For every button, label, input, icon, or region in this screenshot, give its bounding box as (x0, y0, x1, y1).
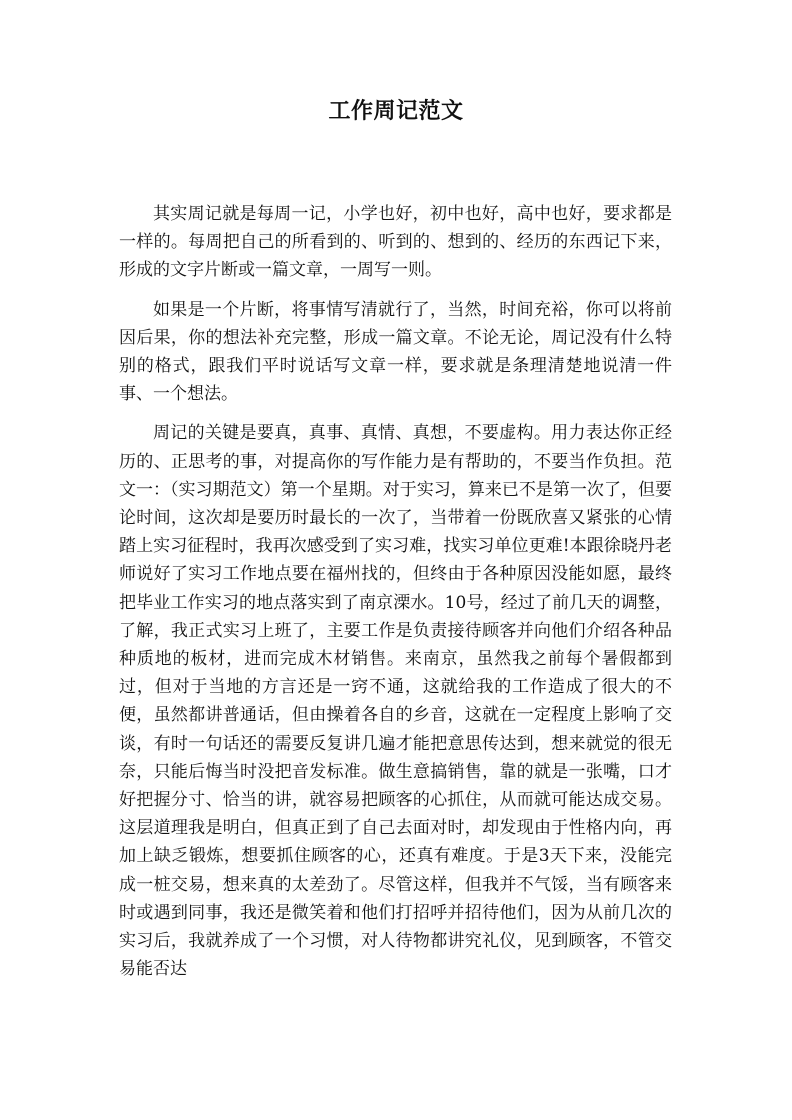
paragraph-3: 周记的关键是要真，真事、真情、真想，不要虚构。用力表达你正经历的、正思考的事，对提高你的写作能力是有帮助的，不要当作负担。范文一：（实习期范文）第一个星期。对于实习，算来已不是第一次了，但要论时间，这次却是要历时最长的一次了，当带着一份既欣喜又紧张的心情踏上实习征程时，我再次感受到了实习难，找实习单位更难!本跟徐晓丹老师说好了实习工作地点要在福州找的，但终由于各种原因没能如愿，最终把毕业工作实习的地点落实到了南京溧水。10号，经过了前几天的调整，了解，我正式实习上班了，主要工作是负责接待顾客并向他们介绍各种品种质地的板材，进而完成木材销售。来南京，虽然我之前每个暑假都到过，但对于当地的方言还是一窍不通，这就给我的工作造成了很大的不便，虽然都讲普通话，但由操着各自的乡音，这就在一定程度上影响了交谈，有时一句话还的需要反复讲几遍才能把意思传达到，想来就觉的很无奈，只能后悔当时没把音发标准。做生意搞销售，靠的就是一张嘴，口才好把握分寸、恰当的讲，就容易把顾客的心抓住，从而就可能达成交易。这层道理我是明白，但真正到了自己去面对时，却发现由于性格内向，再加上缺乏锻炼，想要抓住顾客的心，还真有难度。于是3天下来，没能完成一桩交易，想来真的太差劲了。尽管这样，但我并不气馁，当有顾客来时或遇到同事，我还是微笑着和他们打招呼并招待他们，因为从前几次的实习后，我就养成了一个习惯，对人待物都讲究礼仪，见到顾客，不管交易能否达 (119, 423, 672, 980)
document-body (119, 200, 672, 994)
paragraph-2: 如果是一个片断，将事情写清就行了，当然，时间充裕，你可以将前因后果，你的想法补充完整，形成一篇文章。不论无论，周记没有什么特别的格式，跟我们平时说话写文章一样，要求就是条理清楚地说清一件事、一个想法。 (119, 299, 672, 405)
paragraph-1: 其实周记就是每周一记，小学也好，初中也好，高中也好，要求都是一样的。每周把自己的所看到的、听到的、想到的、经历的东西记下来，形成的文字片断或一篇文章，一周写一则。 (119, 204, 672, 281)
page-title: 工作周记范文 (328, 99, 464, 124)
